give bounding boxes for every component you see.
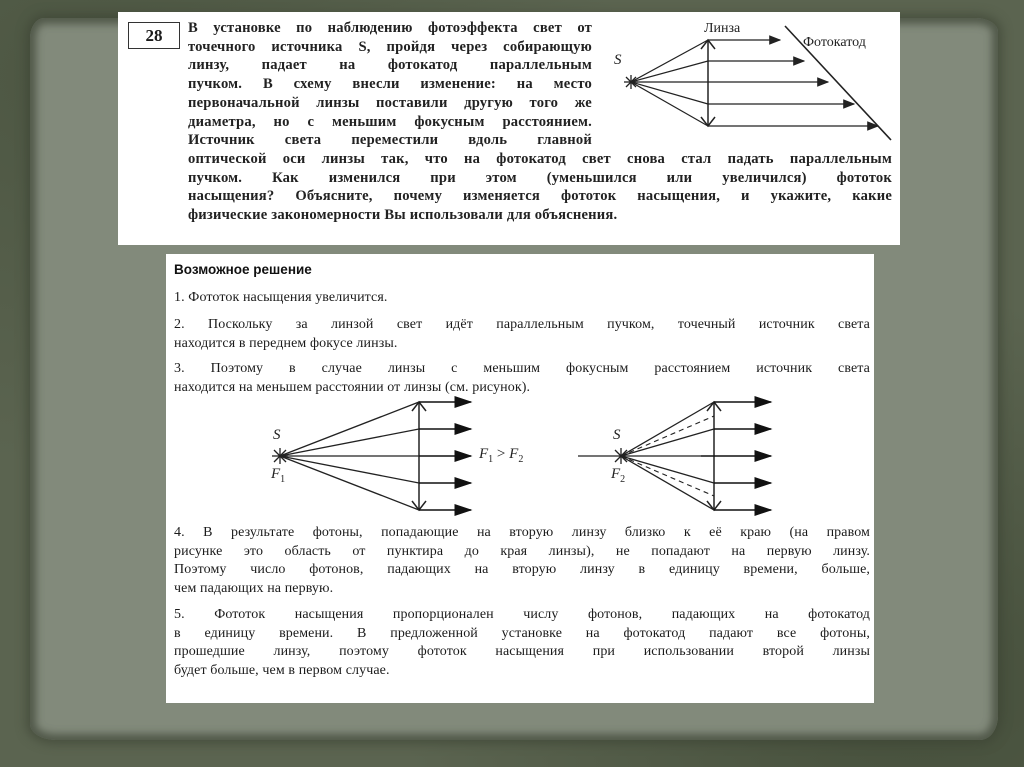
solution-title: Возможное решение [174, 262, 312, 277]
right-source-label: S [613, 427, 621, 443]
solution-line: Поэтому число фотонов, падающих на вторую линзу в единицу времени, больше, [174, 562, 870, 577]
task-line: насыщения? Объясните, почему изменяется фототок насыщения, и укажите, какие [188, 188, 892, 205]
task-line: пучком. Как изменился при этом (уменьшился или увеличился) фототок [188, 169, 892, 186]
solution-line: прошедшие линзу, поэтому фототок насыщения при использовании второй линзы [174, 644, 870, 659]
solution-line: рисунке это область от пунктира до края линзы), не попадают на первую линзу. [174, 543, 870, 559]
left-focus-label: $F_1$ [271, 466, 286, 485]
task-line: оптической оси линзы так, что на фотокатод свет снова стал падать параллельным [188, 150, 892, 167]
solution-line: 4. В результате фотоны, попадающие на вторую линзу близко к её краю (на правом [174, 525, 870, 540]
solution-line: находится на меньшем расстоянии от линзы (см. рисунок). [174, 379, 531, 395]
task-line: точечного источника S, пройдя через собирающую [188, 38, 592, 55]
solution-line: 2. Поскольку за линзой свет идёт параллельным пучком, точечный источник света [174, 317, 870, 332]
right-focus-label: $F_2$ [611, 466, 626, 485]
task-line: пучком. В схему внесли изменение: на место [188, 76, 592, 93]
task-line: Источник света переместили вдоль главной [188, 132, 592, 149]
solution-item-1 [174, 289, 870, 308]
solution-item-4 [174, 524, 870, 598]
task-line: физические закономерности Вы использовали для объяснения. [188, 207, 618, 224]
photocathode-label: Фотокатод [803, 35, 866, 50]
solution-item-2 [174, 316, 870, 353]
source-label: S [614, 52, 622, 68]
focal-relation-label: $F_1 > F_2$ [479, 446, 524, 465]
task-panel [118, 12, 900, 245]
task-number-box: 28 [128, 22, 180, 49]
task-line: В установке по наблюдению фотоэффекта свет от [188, 20, 592, 36]
solution-item-3 [174, 360, 870, 397]
task-line: первоначальной линзы поставили другую того же [188, 94, 592, 111]
task-line: линзу, падает на фотокатод параллельным [188, 57, 592, 74]
left-source-label: S [273, 427, 281, 443]
focal-diagram-svg [261, 394, 801, 519]
task-line: диаметра, но с меньшим фокусным расстоянием. [188, 113, 592, 130]
solution-item-5 [174, 606, 870, 680]
solution-line: чем падающих на первую. [174, 580, 334, 596]
solution-line: в единицу времени. В предложенной установке на фотокатод падают все фотоны, [174, 625, 870, 641]
solution-line: будет больше, чем в первом случае. [174, 662, 390, 678]
lens-label: Линза [704, 21, 741, 36]
solution-line: 5. Фототок насыщения пропорционален числу фотонов, падающих на фотокатод [174, 607, 870, 622]
solution-line: 3. Поэтому в случае линзы с меньшим фокусным расстоянием источник света [174, 361, 870, 376]
solution-line: находится в переднем фокусе линзы. [174, 335, 398, 351]
solution-panel [166, 254, 874, 703]
solution-line: 1. Фототок насыщения увеличится. [174, 290, 388, 305]
lens-photocathode-diagram [608, 22, 898, 152]
focal-comparison-diagram [261, 394, 801, 519]
